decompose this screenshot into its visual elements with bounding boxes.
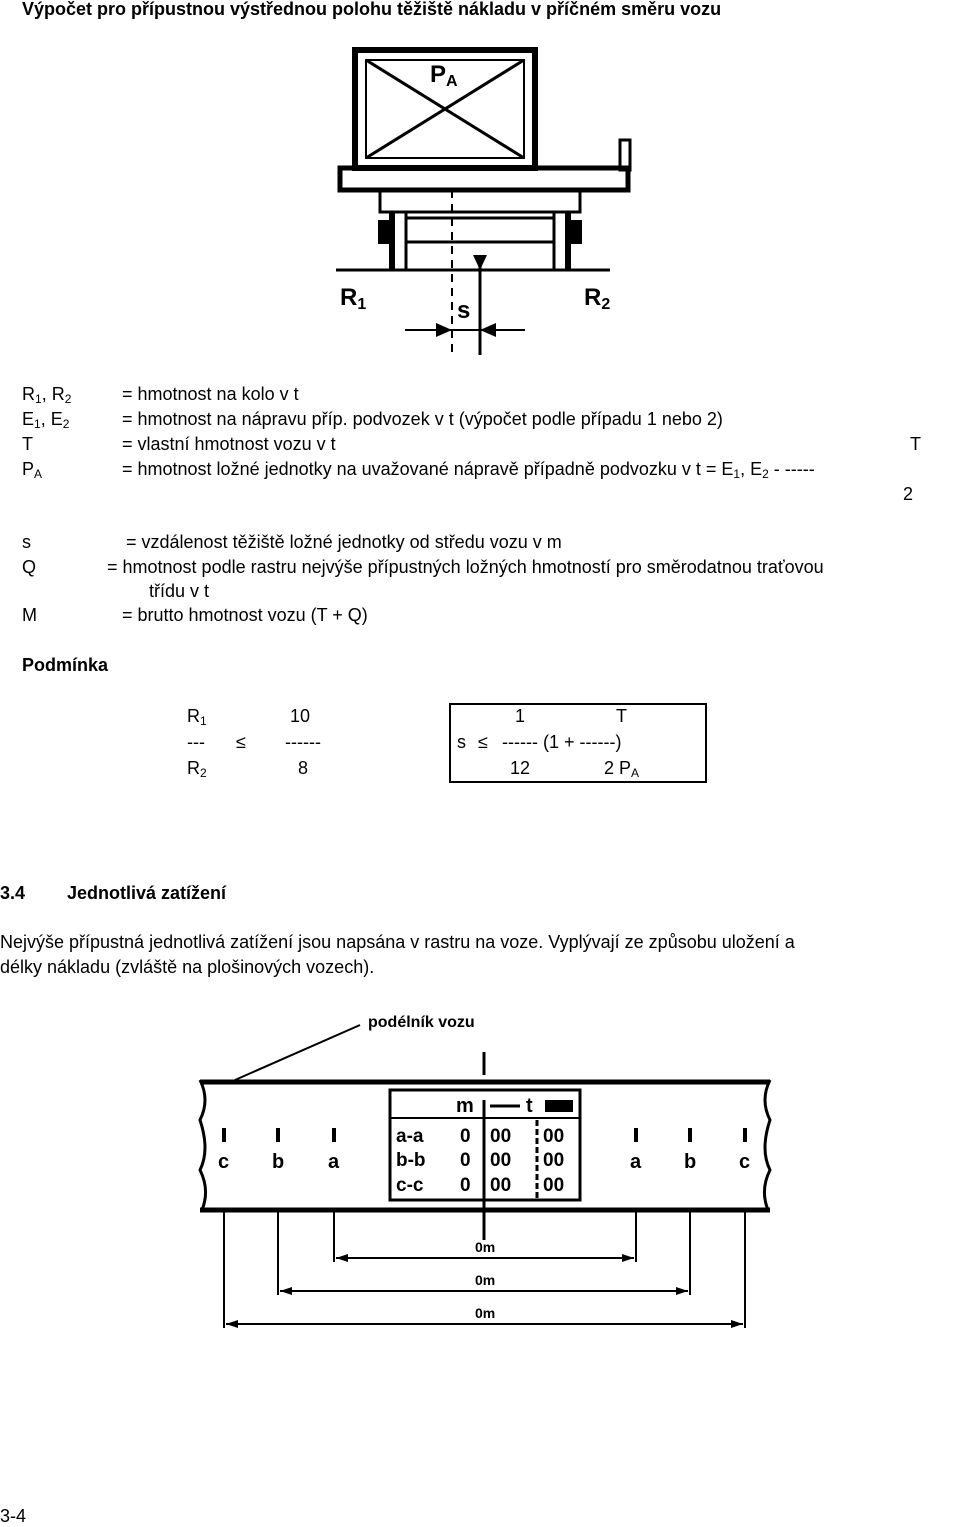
ratio-bottom: $R_2$ xyxy=(187,758,207,780)
grid-row-m: 0 xyxy=(460,1175,471,1196)
dim-inner: 0m xyxy=(475,1239,496,1255)
r2-label: R2 xyxy=(584,284,611,313)
def-m-text: = brutto hmotnost vozu (T + Q) xyxy=(122,605,368,625)
mark-left-a: a xyxy=(328,1151,340,1173)
grid-row-bb xyxy=(396,1150,564,1171)
section-title: Jednotlivá zatížení xyxy=(67,883,227,903)
box-bottom-twelve: 12 xyxy=(510,758,531,778)
grid-row-label: c-c xyxy=(396,1175,424,1196)
grid-row-t: 00 xyxy=(490,1126,512,1147)
page-number: 3-4 xyxy=(0,1506,27,1526)
box-bottom-2pa: 2 $P_A$ xyxy=(604,758,640,780)
ratio-value-line: ------ xyxy=(285,732,321,752)
section-paragraph-line1: Nejvýše přípustná jednotlivá zatížení jsou napsána v rastru na voze. Vyplývají ze způsobu uložení a xyxy=(0,932,795,952)
ratio-fraction-line: --- xyxy=(187,732,205,752)
mark-left-c: c xyxy=(218,1151,230,1173)
grid-row-t2: 00 xyxy=(543,1175,565,1196)
def-t-text: = vlastní hmotnost vozu v t xyxy=(122,434,336,454)
ratio-bottom-value: 8 xyxy=(298,758,309,778)
def-m-symbol: M xyxy=(22,605,37,625)
box-leq-sign: ≤ xyxy=(478,732,488,752)
grid-row-t: 00 xyxy=(490,1175,512,1196)
def-e-text: = hmotnost na nápravu příp. podvozek v t (výpočet podle případu 1 nebo 2) xyxy=(122,409,723,429)
def-r-symbol: $R_1$, $R_2$ xyxy=(22,384,72,406)
section-number: 3.4 xyxy=(0,883,26,903)
box-s: s xyxy=(457,732,466,752)
grid-row-label: a-a xyxy=(396,1126,424,1147)
ratio-top-value: 10 xyxy=(290,706,311,726)
grid-row-aa xyxy=(396,1126,564,1147)
def-t-symbol: T xyxy=(22,434,33,454)
grid-row-t2: 00 xyxy=(543,1126,565,1147)
def-pa-fraction-numerator: T xyxy=(910,434,921,454)
section-paragraph-line2: délky nákladu (zvláště na plošinových vozech). xyxy=(0,957,375,977)
def-s-text: = vzdálenost těžiště ložné jednotky od středu vozu v m xyxy=(126,532,562,552)
grid-row-m: 0 xyxy=(460,1126,471,1147)
grid-row-t2: 00 xyxy=(543,1150,565,1171)
grid-row-label: b-b xyxy=(396,1150,426,1171)
def-pa-symbol: $P_A$ xyxy=(22,459,43,481)
wagon-frame xyxy=(336,140,630,270)
wagon-cross-section-figure xyxy=(0,30,960,400)
def-q-text-continued: třídu v t xyxy=(149,581,210,601)
def-e-symbol: $E_1$, $E_2$ xyxy=(22,409,70,431)
mark-right-b: b xyxy=(684,1151,697,1173)
def-r-text: = hmotnost na kolo v t xyxy=(122,384,299,404)
s-label: s xyxy=(457,297,471,324)
ratio-top: $R_1$ xyxy=(187,706,207,728)
mark-right-a: a xyxy=(630,1151,642,1173)
centre-lines xyxy=(405,190,525,355)
box-formula-middle: ------ (1 + ------) xyxy=(502,732,622,752)
callout-label: podélník vozu xyxy=(368,1014,475,1031)
box-top-one: 1 xyxy=(515,706,526,726)
def-q-symbol: Q xyxy=(22,557,37,577)
box-top-t: T xyxy=(616,706,627,726)
def-pa-text: = hmotnost ložné jednotky na uvažované nápravě případně podvozku v $t = E_1$, $E_2$ - ----- xyxy=(122,459,815,481)
def-q-text: = hmotnost podle rastru nejvýše přípustných ložných hmotností pro směrodatnou traťovou xyxy=(107,557,824,577)
ratio-leq-sign: ≤ xyxy=(236,732,246,752)
r1-label: R1 xyxy=(340,284,367,313)
page-heading: Výpočet pro přípustnou výstřednou polohu těžiště nákladu v příčném směru vozu xyxy=(22,0,722,19)
condition-label: Podmínka xyxy=(22,655,109,675)
dim-outer: 0m xyxy=(475,1305,496,1321)
grid-row-cc xyxy=(396,1175,564,1196)
def-s-symbol: s xyxy=(22,532,31,552)
grid-row-m: 0 xyxy=(460,1150,471,1171)
grid-head-m: m xyxy=(456,1095,474,1117)
mark-right-c: c xyxy=(739,1151,751,1173)
load-grid-figure xyxy=(0,1000,960,1340)
def-pa-fraction-denominator: 2 xyxy=(903,484,914,504)
grid-row-t: 00 xyxy=(490,1150,512,1171)
mark-left-b: b xyxy=(272,1151,285,1173)
dim-middle: 0m xyxy=(475,1272,496,1288)
load-label: PA xyxy=(430,61,458,90)
grid-head-t: t xyxy=(526,1095,533,1117)
